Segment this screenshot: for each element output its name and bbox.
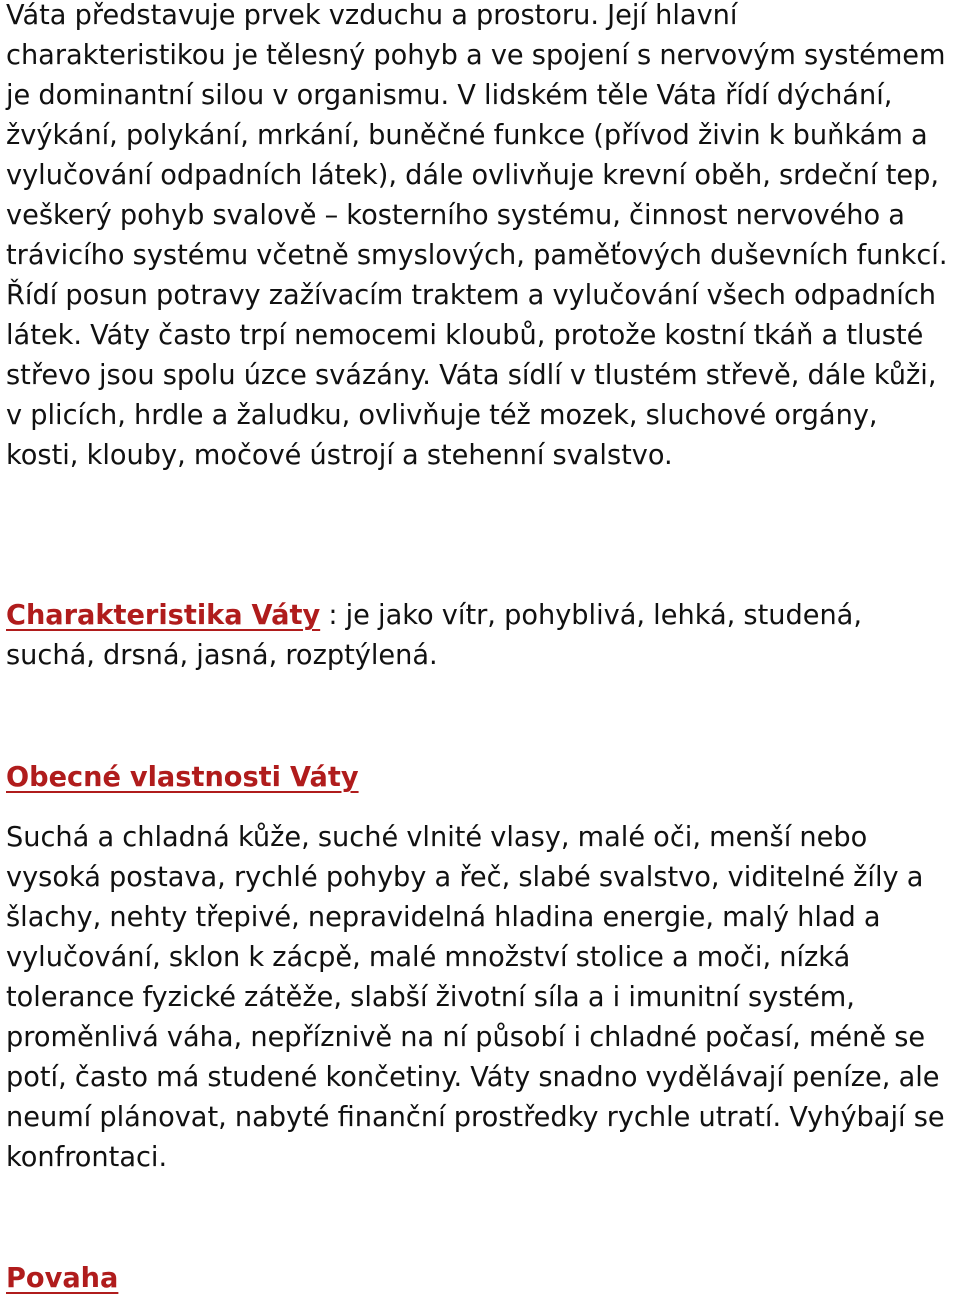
nature-heading[interactable]: Povaha xyxy=(6,1263,119,1294)
intro-paragraph: Váta představuje prvek vzduchu a prostoru. Její hlavní charakteristikou je tělesný pohyb a ve spojení s nervovým systémem je dominantní silou v organismu. V lidském těle Váta řídí dýchání, žvýkání, polykání, mrkání, buněčné funkce (přívod živin k buňkám a vylučování odpadních látek), dále ovlivňuje krevní oběh, srdeční tep, veškerý pohyb svalově – kosterního systému, činnost nervového a trávicího systému včetně smyslových, paměťových duševních funkcí. Řídí posun potravy zažívacím traktem a vylučování všech odpadních látek. Váty často trpí nemocemi kloubů, protože kostní tkáň a tlusté střevo jsou spolu úzce svázány. Váta sídlí v tlustém střevě, dále kůži, v plicích, hrdle a žaludku, ovlivňuje též mozek, sluchové orgány, kosti, klouby, močové ústrojí a stehenní svalstvo. xyxy=(6,0,948,471)
characteristic-paragraph xyxy=(6,596,956,676)
general-properties-paragraph: Suchá a chladná kůže, suché vlnité vlasy, malé oči, menší nebo vysoká postava, rychlé pohyby a řeč, slabé svalstvo, viditelné žíly a šlachy, nehty třepivé, nepravidelná hladina energie, malý hlad a vylučování, sklon k zácpě, malé množství stolice a moči, nízká tolerance fyzické zátěže, slabší životní síla a i imunitní systém, proměnlivá váha, nepříznivě na ní působí i chladné počasí, méně se potí, často má studené končetiny. Váty snadno vydělávají peníze, ale neumí plánovat, nabyté finanční prostředky rychle utratí. Vyhýbají se konfrontaci. xyxy=(6,822,945,1173)
characteristic-text: : je jako vítr, pohyblivá, lehká, studená, suchá, drsná, jasná, rozptýlená. xyxy=(6,600,862,671)
characteristic-link[interactable]: Charakteristika Váty xyxy=(6,600,321,631)
general-properties-heading[interactable]: Obecné vlastnosti Váty xyxy=(6,762,359,793)
